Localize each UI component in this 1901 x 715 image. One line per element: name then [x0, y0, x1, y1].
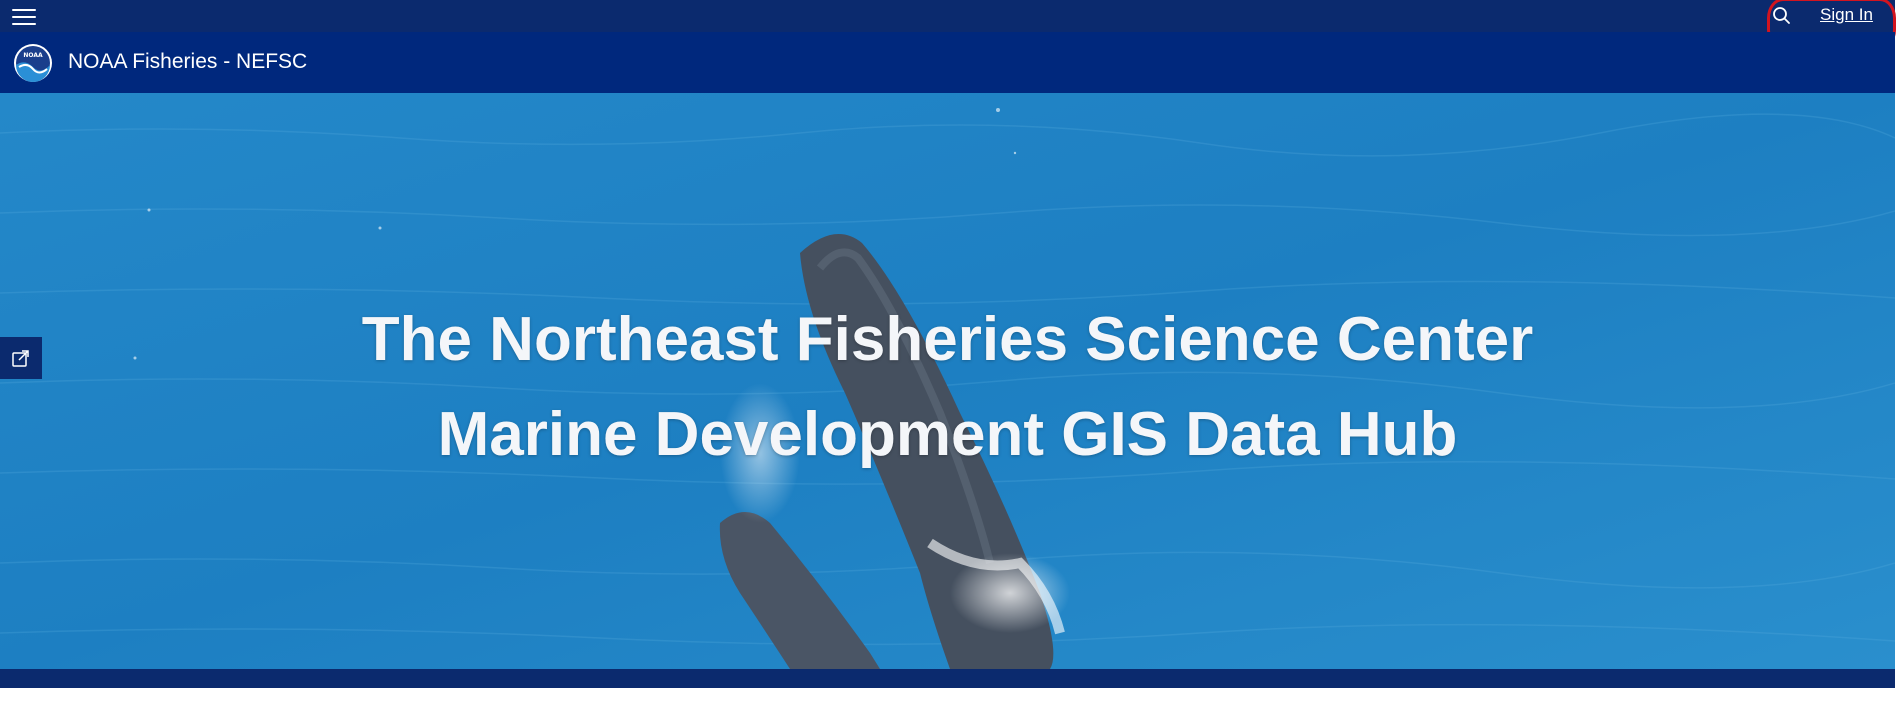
hero-title-line-2: Marine Development GIS Data Hub: [437, 400, 1458, 469]
hero-whale-image: [0, 93, 1895, 669]
site-title[interactable]: NOAA Fisheries - NEFSC: [68, 50, 308, 73]
site-header: [0, 32, 1895, 93]
noaa-logo-icon[interactable]: [13, 43, 53, 83]
top-bar: [0, 0, 1895, 32]
hero-banner: [0, 93, 1895, 669]
search-icon[interactable]: [1770, 4, 1794, 28]
sign-in-link[interactable]: Sign In: [1820, 5, 1873, 24]
hamburger-menu-icon[interactable]: [12, 4, 36, 28]
noaa-logo-text: NOAA: [23, 52, 43, 59]
hero-bottom-strip: [0, 669, 1895, 688]
hero-title-line-1: The Northeast Fisheries Science Center: [361, 305, 1534, 374]
